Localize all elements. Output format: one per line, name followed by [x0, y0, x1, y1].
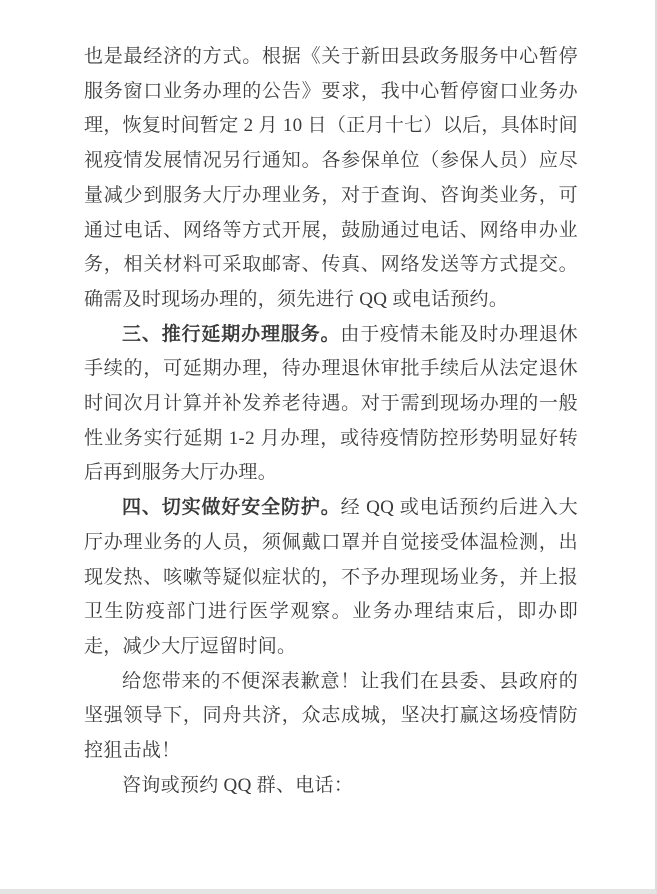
paragraph-body: 经 QQ 或电话预约后进入大厅办理业务的人员，须佩戴口罩并自觉接受体温检测，出现发热、咳嗽等疑似症状的，不予办理现场业务，并上报卫生防疫部门进行医学观察。业务办理结束后，即办即走，减少大厅逗留时间。	[84, 497, 578, 657]
document-text-column	[84, 40, 578, 803]
paragraph-section-four	[84, 491, 578, 665]
section-three-heading: 三、推行延期办理服务。	[122, 323, 341, 345]
paragraph-body: 给您带来的不便深表歉意！让我们在县委、县政府的坚强领导下，同舟共济，众志成城，坚决打赢这场疫情防控狙击战！	[84, 670, 578, 762]
paragraph-body: 咨询或预约 QQ 群、电话：	[122, 774, 354, 796]
paragraph-body: 也是最经济的方式。根据《关于新田县政务服务中心暂停服务窗口业务办理的公告》要求，我中心暂停窗口业务办理，恢复时间暂定 2 月 10 日（正月十七）以后，具体时间视疫情发展情况另行通知。各参保单位（参保人员）应尽量减少到服务大厅办理业务，对于查询、咨询类业务，可通过电话、网络等方式开展，鼓励通过电话、网络申办业务，相关材料可采取邮寄、传真、网络发送等方式提交。确需及时现场办理的，须先进行 QQ 或电话预约。	[84, 46, 578, 310]
paragraph-continuation	[84, 40, 578, 318]
paragraph-apology	[84, 665, 578, 769]
paragraph-section-three	[84, 318, 578, 492]
paragraph-body: 由于疫情未能及时办理退休手续的，可延期办理，待办理退休审批手续后从法定退休时间次月计算并补发养老待遇。对于需到现场办理的一般性业务实行延期 1-2 月办理，或待疫情防控形势明显好转后再到服务大厅办理。	[84, 323, 578, 484]
paragraph-contact-intro	[84, 769, 578, 804]
section-four-heading: 四、切实做好安全防护。	[122, 497, 341, 519]
